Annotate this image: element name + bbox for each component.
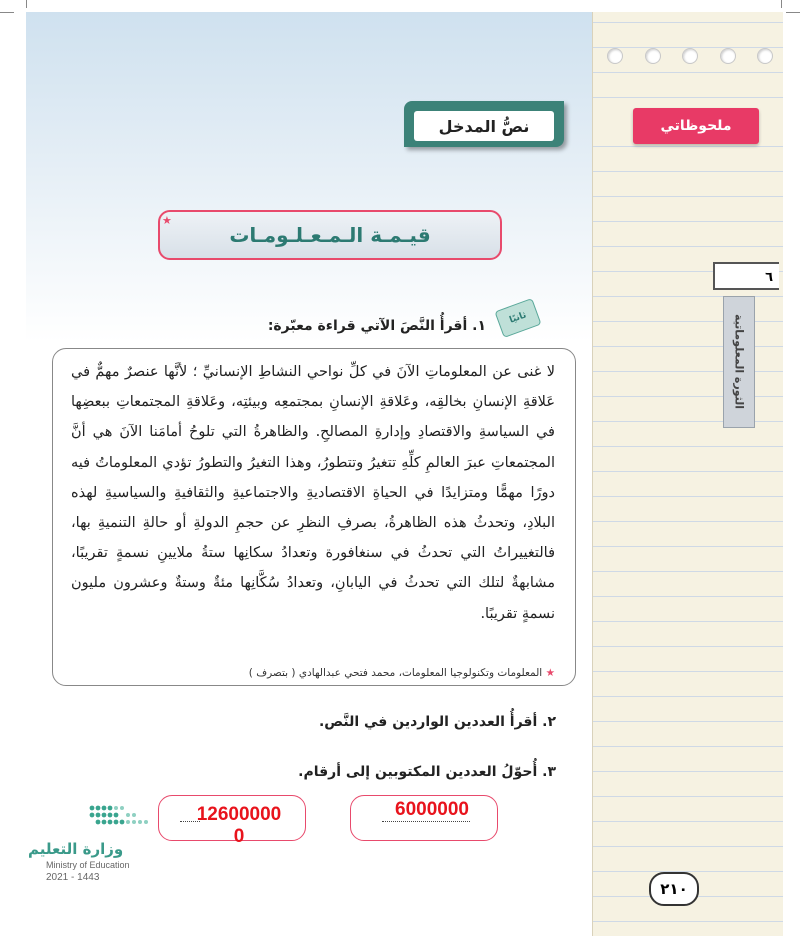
binder-hole-icon bbox=[757, 48, 773, 64]
page-number: ٢١٠ bbox=[649, 872, 699, 906]
binder-hole-icon bbox=[607, 48, 623, 64]
section-header bbox=[404, 101, 564, 147]
binder-holes bbox=[607, 48, 773, 64]
passage-source bbox=[249, 667, 555, 679]
lesson-title: قيـمـة الـمـعـلـومـات bbox=[158, 210, 502, 260]
ministry-logo-icon bbox=[86, 800, 164, 834]
unit-number: ٦ bbox=[713, 262, 779, 290]
passage-text: لا غنى عن المعلوماتِ الآنَ في كلِّ نواحي النشاطِ الإنسانيِّ ؛ لأنَّها عنصرٌ مهمٌّ في عَلاقةِ الإنسانِ بخالقِه، وعَلاقةِ الإنسانِ بمجتمعِه وبيئتِه، وعَلاقةِ المجتمعاتِ ببعضِها في السياسةِ والاقتصادِ وإدارةِ المصالحِ. والظاهرةُ التي تلوحُ أمامَنا الآنَ هي أنَّ المجتمعاتِ عبرَ العالمِ كلِّهِ تتغيرُ وتتطورُ، وهذا التغيرُ والتطورُ تؤدي المعلوماتُ فيه دورًا مهمًّا ومتزايدًا في الحياةِ الاقتصاديةِ والاجتماعيةِ والثقافيةِ والسياسيةِ لهذه البلادِ، وتحدثُ هذه الظاهرةُ، بصرفِ النظرِ عن حجمِ الدولةِ أو حالةِ التنميةِ بها، فالتغييراتُ التي تحدثُ في سنغافورة وتعدادُ سكانِها ستةُ ملايينِ نسمةٍ تقريبًا، مشابهةٌ لتلك التي تحدثُ في اليابانِ، وتعدادُ سُكَّانِها مئةٌ وستةٌ وعشرون مليون نسمةٍ تقريبًا. bbox=[71, 364, 555, 622]
ministry-name-en: Ministry of Education bbox=[46, 860, 130, 870]
source-text: المعلومات وتكنولوجيا المعلومات، محمد فتحي عبدالهادي ( بتصرف ) bbox=[248, 667, 543, 679]
question-2: ٢. أقرأُ العددين الواردين في النَّص. bbox=[318, 714, 556, 730]
answer-2-text: 126000000 bbox=[196, 804, 282, 847]
question-1: ١. أقرأُ النَّصَ الآتي قراءة معبّرة: bbox=[267, 318, 486, 334]
star-icon: ★ bbox=[162, 214, 172, 227]
section-label: نصُّ المدخل bbox=[414, 111, 554, 141]
ministry-name-ar: وزارة التعليم bbox=[28, 840, 124, 858]
binder-hole-icon bbox=[720, 48, 736, 64]
pencil-tag-icon: ثانيًا bbox=[494, 298, 541, 338]
crop-mark bbox=[786, 12, 800, 13]
answer-1-text: 6000000 bbox=[395, 799, 469, 820]
notes-tab: ملحوظاتي bbox=[633, 108, 759, 144]
ministry-year: 2021 - 1443 bbox=[46, 872, 100, 883]
binder-hole-icon bbox=[682, 48, 698, 64]
star-icon: ★ bbox=[545, 667, 555, 679]
question-3: ٣. أُحوّلُ العددين المكتوبين إلى أرقام. bbox=[298, 764, 556, 780]
crop-mark bbox=[781, 0, 782, 8]
unit-title: الثورة المعلوماتية bbox=[723, 296, 755, 428]
binder-hole-icon bbox=[645, 48, 661, 64]
notes-panel bbox=[592, 12, 783, 936]
crop-mark bbox=[26, 0, 27, 8]
crop-mark bbox=[0, 12, 14, 13]
answer-dotted-line bbox=[382, 821, 470, 822]
reading-passage bbox=[52, 348, 576, 686]
